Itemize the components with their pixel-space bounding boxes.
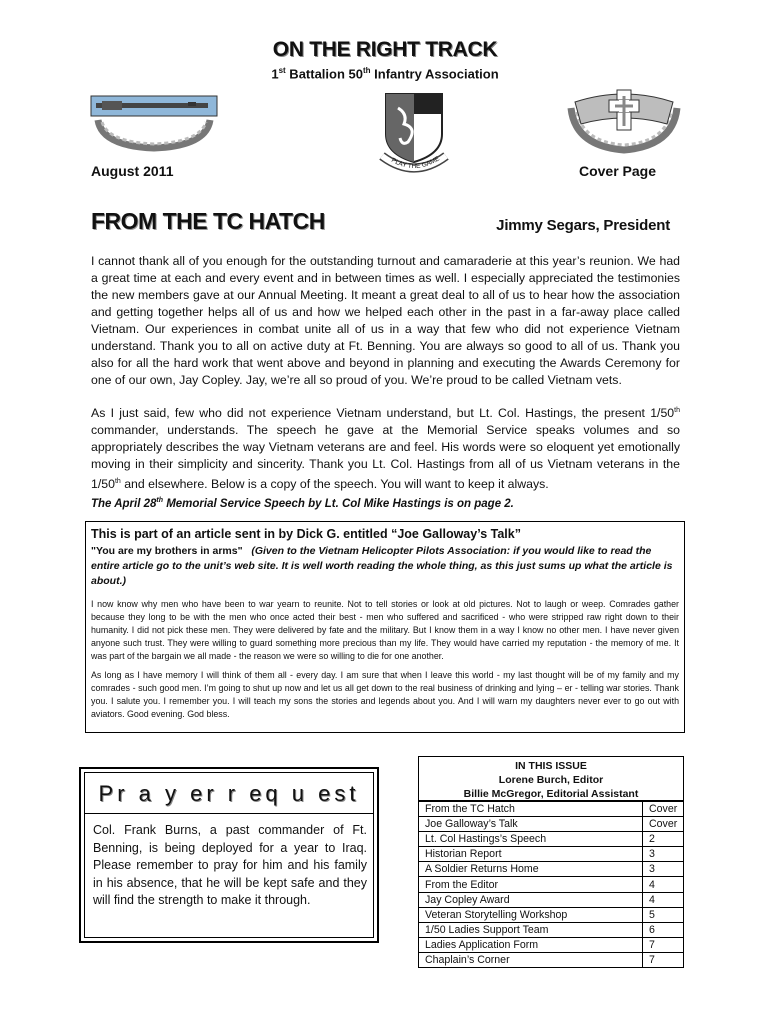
in-this-issue-title: IN THIS ISSUE xyxy=(515,760,587,772)
contents-page: Cover xyxy=(643,817,684,832)
contents-title: Lt. Col Hastings’s Speech xyxy=(419,832,643,847)
contents-title: Chaplain’s Corner xyxy=(419,952,643,967)
page-label: Cover Page xyxy=(578,163,656,179)
prayer-request-box xyxy=(79,767,379,943)
contents-title: Ladies Application Form xyxy=(419,937,643,952)
contents-page: 4 xyxy=(643,877,684,892)
svg-text:PLAY THE GAME: PLAY THE GAME xyxy=(390,155,441,171)
unit-crest-icon xyxy=(378,90,450,176)
contents-title: 1/50 Ladies Support Team xyxy=(419,922,643,937)
contents-page: 7 xyxy=(643,952,684,967)
table-row xyxy=(419,862,684,877)
table-row xyxy=(419,952,684,967)
combat-infantry-badge-icon xyxy=(88,84,220,152)
contents-title: Jay Copley Award xyxy=(419,892,643,907)
section-byline: Jimmy Segars, President xyxy=(496,217,670,234)
prayer-title: Pr a y er r eq u est xyxy=(98,781,360,806)
association-subtitle: 1st Battalion 50th Infantry Association xyxy=(271,66,499,82)
hatch-paragraph-1: I cannot thank all of you enough for the outstanding turnout and camaraderie at this year’s reunion. We had a great time at each and every event and in between times as well. I especially appreciated the testimonies the new members gave at our Annual Meeting. It meant a great deal to all of us to hear how the association and getting together helps all of us and how we helped each other in the past in a far-away place called Vietnam. Our experiences in combat unite all of us in a way that few who did not experience Vietnam understand. Thank you to all on active duty at Ft. Benning. You are always so good to all of us. Thank you also for all the hard work that went above and beyond in planning and executing the Awards Ceremony for one of our own, Jay Copley. Jay, we’re all so proud of you. We’re proud to be called Vietnam vets. xyxy=(91,254,680,387)
contents-title: From the TC Hatch xyxy=(419,802,643,817)
speech-note: The April 28th Memorial Service Speech by Lt. Col Mike Hastings is on page 2. xyxy=(91,497,514,510)
article-lead: "You are my brothers in arms" (Given to the Vietnam Helicopter Pilots Association: if you would like to read the entire article go to the unit’s web site. It is well worth reading the whole thing, as this just sums up what the article is about.) xyxy=(91,545,673,587)
contents-page: 3 xyxy=(643,862,684,877)
table-row xyxy=(419,802,684,817)
in-this-issue-header xyxy=(418,756,684,801)
contents-page: 4 xyxy=(643,892,684,907)
contents-page: 5 xyxy=(643,907,684,922)
prayer-body: Col. Frank Burns, a past commander of Ft. Benning, is being deployed for a year to Iraq. Please remember to pray for him and his family in his absence, that he will be kept safe and they will find the strength to make it through. xyxy=(93,823,367,907)
table-row xyxy=(419,877,684,892)
contents-page: Cover xyxy=(643,802,684,817)
article-paragraph-2: As long as I have memory I will think of them all - every day. I am sure that when I leave this world - my last thought will be of my family and my comrades - such good men. I’m going to shut up now and let us all get down to the real business of drinking and lying – er - telling war stories. Thank you. I salute you. I remember you. I will teach my sons the stories and legends about you. And I will warn my daughters never ever to go out with aviators. Good evening. God bless. xyxy=(91,670,679,719)
editor-credit: Lorene Burch, Editor xyxy=(498,774,604,786)
contents-page: 3 xyxy=(643,847,684,862)
newsletter-title: ON THE RIGHT TRACK xyxy=(272,38,498,61)
article-paragraph-1: I now know why men who have been to war yearn to reunite. Not to tell stories or look at old pictures. Not to laugh or weep. Comrades gather because they long to be with the men who once acted their best - men who suffered and sacrificed - who were stripped raw right down to their humanity. I did not pick these men. They were delivered by fate and the military. But I know them in a way I know no other men. I have never given anyone such trust. They were willing to guard something more precious than my life. They would have carried my reputation - the memory of me. It was part of the bargain we all made - the reason we were so willing to die for one another. xyxy=(91,599,679,661)
issue-date: August 2011 xyxy=(91,163,174,179)
hatch-paragraph-2: As I just said, few who did not experience Vietnam understand, but Lt. Col. Hastings, the present 1/50th commander, understands. The speech he gave at the Memorial Service speaks volumes and so appropriately describes the way Vietnam veterans are and feel. His words were so eloquent yet emotionally moving in their simplicity and sincerity. Thank you Lt. Col. Hastings from all of us Vietnam veterans in the 1/50th and elsewhere. Below is a copy of the speech. You will want to keep it always. xyxy=(91,406,680,492)
article-heading: This is part of an article sent in by Dick G. entitled “Joe Galloway’s Talk” xyxy=(91,527,521,541)
article-box xyxy=(85,521,685,733)
assistant-credit: Billie McGregor, Editorial Assistant xyxy=(463,788,639,800)
table-row xyxy=(419,922,684,937)
table-row xyxy=(419,847,684,862)
table-row xyxy=(419,817,684,832)
contents-title: From the Editor xyxy=(419,877,643,892)
contents-table xyxy=(418,801,684,968)
combat-medical-badge-icon xyxy=(565,82,683,154)
contents-title: Historian Report xyxy=(419,847,643,862)
contents-title: Joe Galloway’s Talk xyxy=(419,817,643,832)
table-row xyxy=(419,937,684,952)
contents-page: 7 xyxy=(643,937,684,952)
contents-title: Veteran Storytelling Workshop xyxy=(419,907,643,922)
contents-page: 2 xyxy=(643,832,684,847)
contents-page: 6 xyxy=(643,922,684,937)
table-row xyxy=(419,892,684,907)
table-row xyxy=(419,832,684,847)
table-row xyxy=(419,907,684,922)
contents-title: A Soldier Returns Home xyxy=(419,862,643,877)
section-title: FROM THE TC HATCH xyxy=(91,208,325,234)
